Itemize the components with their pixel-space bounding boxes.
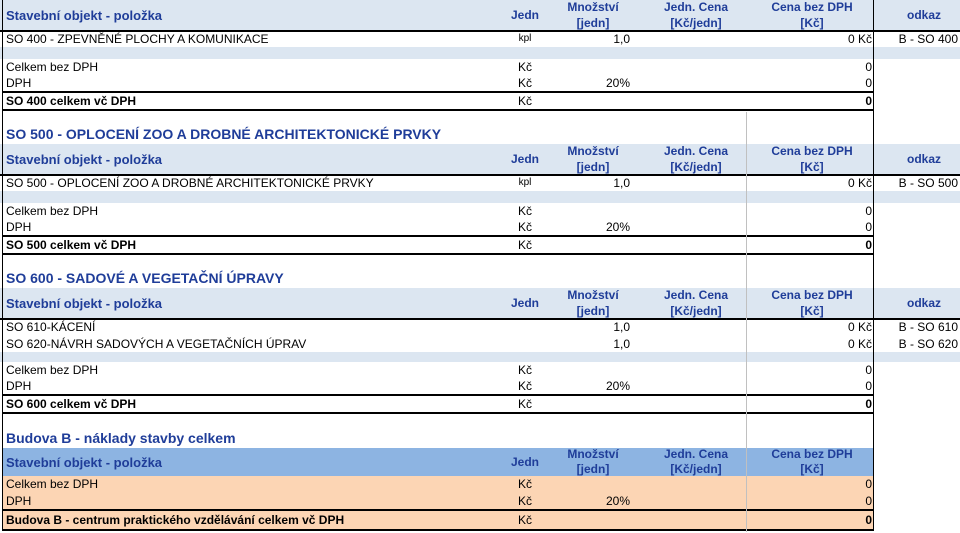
sum-vat-currency: Kč [518, 220, 533, 234]
item-qty: 1,0 [613, 175, 630, 190]
header-unit: Jedn [510, 296, 539, 310]
divider [2, 509, 874, 511]
table-header [0, 0, 960, 32]
section-title-row [0, 124, 960, 144]
sum-net-currency: Kč [518, 204, 533, 218]
sum-total-value: 0 [865, 94, 872, 108]
header-item: Stavební objekt - položka [6, 151, 163, 167]
sum-net-label: Celkem bez DPH [6, 363, 99, 377]
sum-vat-value: 0 [865, 76, 872, 90]
header-unit: Jedn [510, 8, 539, 22]
header-total: Cena bez DPH [Kč] [771, 144, 853, 174]
sum-total-currency: Kč [518, 94, 533, 108]
sum-total-value: 0 [865, 513, 872, 527]
sum-total-row [0, 93, 960, 109]
sum-vat-rate: 20% [605, 379, 630, 393]
sum-net-row [0, 59, 960, 75]
sum-net-row [0, 362, 960, 378]
item-total: 0 Kč [847, 336, 872, 351]
section-title: Budova B - náklady stavby celkem [6, 430, 236, 446]
sum-vat-row [2, 492, 874, 509]
item-name: SO 400 - ZPEVNĚNÉ PLOCHY A KOMUNIKACE [6, 31, 269, 46]
sum-vat-currency: Kč [518, 493, 533, 508]
item-link[interactable]: B - SO 500 [898, 175, 958, 190]
sum-total-currency: Kč [518, 238, 533, 252]
sum-total-label: SO 400 celkem vč DPH [6, 94, 137, 108]
table-header [2, 448, 874, 478]
header-unit: Jedn [510, 152, 539, 166]
header-price: Jedn. Cena [Kč/jedn] [663, 0, 729, 30]
section-title: SO 500 - OPLOCENÍ ZOO A DROBNÉ ARCHITEKTONICKÉ PRVKY [6, 126, 442, 142]
header-price: Jedn. Cena [Kč/jedn] [663, 448, 729, 476]
sum-vat-currency: Kč [518, 379, 533, 393]
sum-vat-rate: 20% [605, 220, 630, 234]
sum-total-row [2, 511, 874, 529]
section-title-row [0, 428, 960, 448]
sum-vat-rate: 20% [605, 493, 630, 508]
item-qty: 1,0 [613, 31, 630, 46]
divider [2, 529, 874, 531]
divider [2, 412, 874, 414]
header-qty: Množství [jedn] [567, 288, 619, 318]
sum-total-row [0, 396, 960, 412]
sum-vat-label: DPH [6, 220, 32, 234]
table-border-right [873, 0, 874, 530]
item-qty: 1,0 [613, 336, 630, 351]
item-total: 0 Kč [847, 175, 872, 190]
item-total: 0 Kč [847, 31, 872, 46]
header-total: Cena bez DPH [Kč] [771, 288, 853, 318]
sum-net-value: 0 [865, 60, 872, 74]
table-row [0, 174, 960, 191]
sum-total-row [0, 237, 960, 253]
sum-net-currency: Kč [518, 477, 533, 491]
sum-total-label: Budova B - centrum praktického vzdělávání celkem vč DPH [6, 513, 345, 527]
item-unit: kpl [518, 177, 532, 188]
sum-vat-value: 0 [865, 220, 872, 234]
sum-total-label: SO 600 celkem vč DPH [6, 397, 137, 411]
sum-net-value: 0 [865, 204, 872, 218]
sum-net-label: Celkem bez DPH [6, 204, 99, 218]
sum-total-value: 0 [865, 238, 872, 252]
divider [2, 109, 874, 111]
header-total: Cena bez DPH [Kč] [771, 448, 853, 476]
header-link: odkaz [906, 296, 941, 310]
spacer-band [0, 47, 960, 59]
header-unit: Jedn [510, 455, 539, 469]
header-link: odkaz [906, 8, 941, 22]
item-name: SO 500 - OPLOCENÍ ZOO A DROBNÉ ARCHITEKTONICKÉ PRVKY [6, 175, 374, 190]
column-gridline [746, 112, 747, 532]
header-total: Cena bez DPH [Kč] [771, 0, 853, 30]
sum-net-row [0, 203, 960, 219]
item-link[interactable]: B - SO 620 [898, 336, 958, 351]
header-qty: Množství [jedn] [567, 448, 619, 476]
sum-total-value: 0 [865, 397, 872, 411]
header-item: Stavební objekt - položka [6, 7, 163, 23]
table-row [0, 30, 960, 47]
sum-net-row [2, 476, 874, 492]
item-unit: kpl [518, 33, 532, 44]
sum-vat-row [0, 378, 960, 394]
item-link[interactable]: B - SO 610 [898, 319, 958, 334]
header-item: Stavební objekt - položka [6, 295, 163, 311]
sum-total-currency: Kč [518, 397, 533, 411]
section-title: SO 600 - SADOVÉ A VEGETAČNÍ ÚPRAVY [6, 270, 284, 286]
item-name: SO 610-KÁCENÍ [6, 319, 96, 334]
sum-vat-row [0, 75, 960, 91]
sum-net-value: 0 [865, 477, 872, 491]
header-qty: Množství [jedn] [567, 144, 619, 174]
table-row [0, 318, 960, 335]
item-name: SO 620-NÁVRH SADOVÝCH A VEGETAČNÍCH ÚPRAV [6, 336, 307, 351]
sum-net-currency: Kč [518, 60, 533, 74]
table-border-left [2, 0, 3, 530]
sum-vat-label: DPH [6, 76, 32, 90]
header-qty: Množství [jedn] [567, 0, 619, 30]
sum-net-value: 0 [865, 363, 872, 377]
sum-total-currency: Kč [518, 513, 533, 527]
header-price: Jedn. Cena [Kč/jedn] [663, 288, 729, 318]
sum-vat-row [0, 219, 960, 235]
section-title-row [0, 268, 960, 288]
divider [2, 235, 874, 237]
item-link[interactable]: B - SO 400 [898, 31, 958, 46]
sum-net-label: Celkem bez DPH [6, 477, 99, 491]
divider [2, 91, 874, 93]
sum-vat-value: 0 [865, 493, 872, 508]
spacer-band [0, 191, 960, 203]
table-row [0, 335, 960, 352]
spacer-band [0, 352, 960, 362]
table-header [0, 144, 960, 176]
sum-net-label: Celkem bez DPH [6, 60, 99, 74]
divider [2, 394, 874, 396]
header-item: Stavební objekt - položka [6, 454, 163, 470]
sum-vat-rate: 20% [605, 76, 630, 90]
sum-vat-label: DPH [6, 493, 32, 508]
table-header [0, 288, 960, 320]
header-price: Jedn. Cena [Kč/jedn] [663, 144, 729, 174]
sum-total-label: SO 500 celkem vč DPH [6, 238, 137, 252]
sum-net-currency: Kč [518, 363, 533, 377]
item-qty: 1,0 [613, 319, 630, 334]
item-total: 0 Kč [847, 319, 872, 334]
divider [2, 253, 874, 255]
header-link: odkaz [906, 152, 941, 166]
sum-vat-value: 0 [865, 379, 872, 393]
sum-vat-currency: Kč [518, 76, 533, 90]
sum-vat-label: DPH [6, 379, 32, 393]
